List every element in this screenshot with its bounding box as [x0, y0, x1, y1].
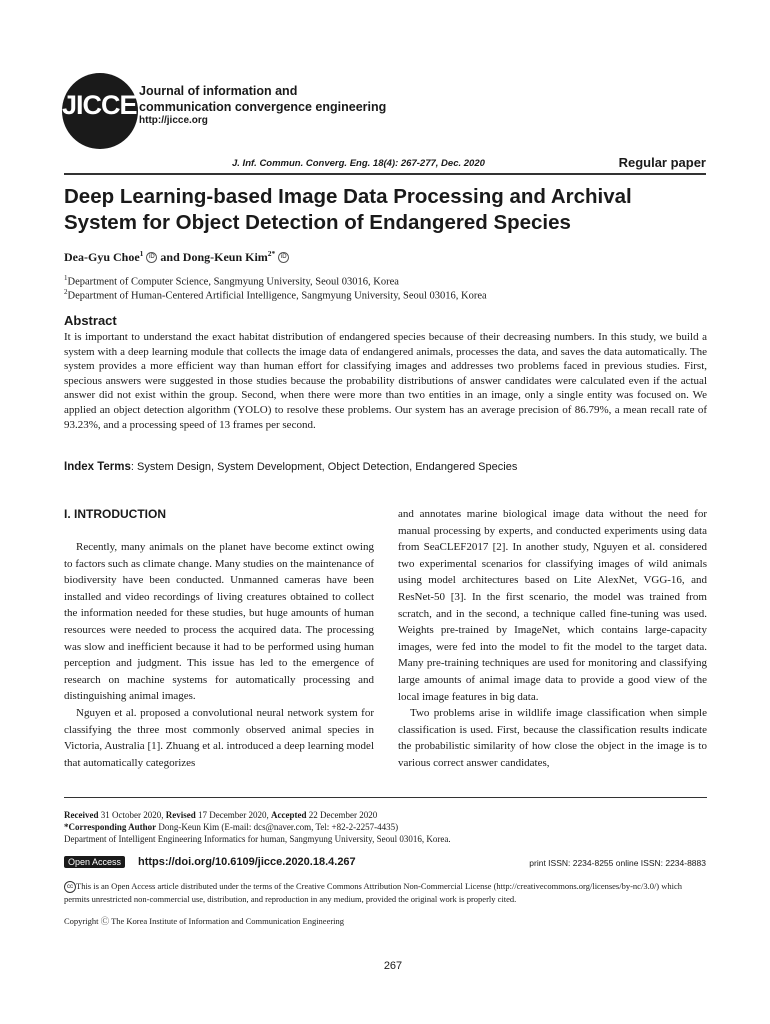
section-heading: I. INTRODUCTION — [64, 507, 166, 521]
corresponding-text: Dong-Keun Kim (E-mail: dcs@naver.com, Tel: +82-2-2257-4435) — [156, 822, 399, 832]
license-text — [64, 880, 709, 905]
paper-title — [64, 184, 714, 236]
open-access-badge: Open Access — [64, 856, 125, 868]
author-1-affil: 1 — [139, 249, 144, 258]
received-dates — [64, 809, 377, 821]
affiliation-2 — [64, 288, 487, 302]
author-2-affil: 2* — [267, 249, 276, 258]
journal-name-line2: communication convergence engineering — [139, 100, 387, 114]
paragraph: Recently, many animals on the planet have become extinct owing to factors such as climate change. Many studies on the maintenance of biodiversity have been conducted. Unmanned cameras have been installed and video recordings of living creatures obtained to collect the information needed for these studies, but huge amounts of human resources were needed to process the acquired data. The processing was slow and inefficient because it had to be performed using human perception and judgment. This issue has led to the emergence of research on machine systems for automatically processing and distinguishing animal images. — [64, 541, 374, 703]
revised-label: Revised — [165, 810, 196, 820]
license-body: This is an Open Access article distributed under the terms of the Creative Commons Attribution Non-Commercial License (http://creativecommons.org/licenses/by-nc/3.0/) which permits unrestricted non-commercial use, distribution, and reproduction in any medium, provided the original work is properly cited. — [64, 881, 683, 904]
abstract-heading: Abstract — [64, 313, 117, 328]
affiliation-sup: 2 — [64, 288, 68, 296]
paper-title-line2: System for Object Detection of Endangered Species — [64, 211, 571, 234]
doi-link[interactable]: https://doi.org/10.6109/jicce.2020.18.4.267 — [138, 856, 356, 868]
left-column — [64, 539, 374, 771]
author-list — [64, 249, 289, 265]
affiliation-sup: 1 — [64, 274, 68, 282]
department: Department of Intelligent Engineering Informatics for human, Sangmyung University, Seoul 03016, Korea. — [64, 834, 451, 844]
received-date: 31 October 2020, — [98, 810, 166, 820]
copyright: Copyright Ⓒ The Korea Institute of Information and Communication Engineering — [64, 916, 345, 926]
received-label: Received — [64, 810, 99, 820]
right-column — [398, 506, 707, 772]
header-rule — [64, 173, 706, 175]
journal-url[interactable]: http://jicce.org — [139, 115, 208, 126]
affiliation-text: Department of Human-Centered Artificial Intelligence, Sangmyung University, Seoul 03016, Korea — [67, 290, 487, 302]
index-terms-text: : System Design, System Development, Object Detection, Endangered Species — [130, 461, 518, 473]
accepted-date: 22 December 2020 — [306, 810, 378, 820]
paragraph: Nguyen et al. proposed a convolutional neural network system for classifying the three most commonly observed animal species in Victoria, Australia [1]. Zhuang et al. introduced a deep learning model that automatically categorizes — [64, 706, 374, 769]
affiliation-text: Department of Computer Science, Sangmyung University, Seoul 03016, Korea — [67, 276, 399, 288]
paper-title-line1: Deep Learning-based Image Data Processing and Archival — [64, 185, 632, 208]
page-number: 267 — [383, 960, 403, 972]
orcid-icon[interactable]: iD — [146, 252, 157, 263]
corresponding-label: *Corresponding Author — [64, 822, 157, 832]
paragraph: Two problems arise in wildlife image classification when simple classification is used. First, because the classification results indicate the probabilistic similarity of how close the object in the image is to various correct answer candidates, — [398, 707, 707, 769]
footnote-rule — [64, 797, 707, 798]
journal-name-line1: Journal of information and — [139, 84, 298, 98]
citation: J. Inf. Commun. Converg. Eng. 18(4): 267-277, Dec. 2020 — [232, 158, 485, 169]
author-2: Dong-Keun Kim — [182, 250, 268, 264]
abstract-body: It is important to understand the exact habitat distribution of endangered species because of their decreasing numbers. In this study, we build a system with a deep learning module that collects the image data of endangered animals, processes the data, and saves the data automatically. The system provides a more efficient way than human effort for classifying images and addresses two problems faced in previous studies. First, specious answers were suggested in those studies because the probability distributions of answer candidates were calculated even if the actual answer did not exist within the group. Second, when there were more than two entities in an image, only a single entity was focused on. We applied an object detection algorithm (YOLO) to resolve these problems. Our system has an average precision of 86.79%, a mean recall rate of 93.23%, and a processing speed of 13 frames per second. — [64, 331, 707, 431]
accepted-label: Accepted — [270, 810, 307, 820]
corresponding-author — [64, 821, 398, 833]
issn: print ISSN: 2234-8255 online ISSN: 2234-8883 — [529, 858, 706, 868]
paper-type: Regular paper — [618, 155, 706, 170]
revised-date: 17 December 2020, — [195, 810, 271, 820]
affiliation-1 — [64, 274, 399, 288]
journal-logo-text: JICCE — [62, 90, 137, 120]
creative-commons-icon: cc — [64, 881, 76, 893]
author-and: and — [157, 250, 183, 264]
orcid-icon[interactable]: iD — [278, 252, 289, 263]
author-1: Dea-Gyu Choe — [64, 250, 140, 264]
index-terms — [64, 461, 517, 473]
paragraph: and annotates marine biological image data without the need for manual processing by experts, and conducted experiments using data from SeaCLEF2017 [2]. In another study, Nguyen et al. considered two experimental scenarios for classifying images of wild animals using model architectures based on Lite AlexNet, VGG-16, and ResNet-50 [3]. In the first scenario, the model was trained from scratch, and in the second, a technique called fine-tuning was used. Weights pre-trained by ImageNet, which contains large-capacity images, were fed into the model to fit the model to the target data. Many pre-training techniques are used for monitoring and classifying large amounts of animal image data to provide a good view of the local image features in big data. — [398, 508, 707, 703]
index-terms-label: Index Terms — [64, 461, 131, 473]
